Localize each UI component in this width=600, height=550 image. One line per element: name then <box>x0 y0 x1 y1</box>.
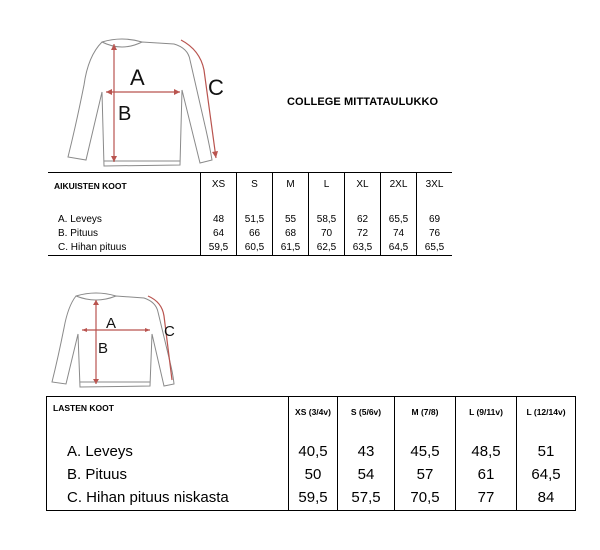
table-cell: 64,5 <box>517 463 576 486</box>
table-cell: 55 <box>273 213 309 227</box>
kids-label-b: B <box>98 340 109 357</box>
table-cell: 84 <box>517 486 576 511</box>
table-cell: 68 <box>273 227 309 241</box>
table-cell: 62 <box>345 213 381 227</box>
adult-size-table <box>48 172 452 256</box>
table-cell: 77 <box>456 486 517 511</box>
adult-size-xs: XS <box>201 173 237 214</box>
row-label: B. Pituus <box>58 228 99 239</box>
table-row <box>48 213 452 227</box>
row-label: A. Leveys <box>58 214 102 225</box>
adult-table-header: AIKUISTEN KOOT <box>54 181 127 191</box>
adult-label-c: C <box>208 75 224 100</box>
adult-size-m: M <box>273 173 309 214</box>
table-cell: 62,5 <box>309 241 345 256</box>
adult-size-3xl: 3XL <box>417 173 453 214</box>
table-cell: 48 <box>201 213 237 227</box>
kids-sweatshirt-diagram <box>40 288 200 388</box>
row-label: A. Leveys <box>67 443 133 460</box>
table-cell: 64,5 <box>381 241 417 256</box>
table-cell: 65,5 <box>417 241 453 256</box>
table-cell: 48,5 <box>456 440 517 463</box>
kids-label-a: A <box>106 315 117 332</box>
kids-size-table <box>46 396 576 511</box>
adult-label-a: A <box>130 65 145 90</box>
kids-label-c: C <box>164 323 175 340</box>
page-title: COLLEGE MITTATAULUKKO <box>287 96 439 108</box>
row-label: B. Pituus <box>67 466 128 483</box>
table-cell: 65,5 <box>381 213 417 227</box>
table-row <box>47 486 576 511</box>
table-cell: 57,5 <box>338 486 395 511</box>
table-cell: 54 <box>338 463 395 486</box>
table-cell: 76 <box>417 227 453 241</box>
row-label: C. Hihan pituus niskasta <box>67 489 229 506</box>
table-cell: 51,5 <box>237 213 273 227</box>
table-cell: 61 <box>456 463 517 486</box>
table-cell: 59,5 <box>289 486 338 511</box>
kids-size-l-12-14: L (12/14v) <box>517 397 576 441</box>
table-cell: 61,5 <box>273 241 309 256</box>
table-row <box>48 227 452 241</box>
kids-size-l-9-11: L (9/11v) <box>456 397 517 441</box>
table-cell: 45,5 <box>395 440 456 463</box>
table-row <box>47 463 576 486</box>
table-cell: 43 <box>338 440 395 463</box>
table-cell: 40,5 <box>289 440 338 463</box>
adult-size-l: L <box>309 173 345 214</box>
table-cell: 63,5 <box>345 241 381 256</box>
table-cell: 69 <box>417 213 453 227</box>
adult-size-xl: XL <box>345 173 381 214</box>
kids-header-row <box>47 397 576 441</box>
table-cell: 70,5 <box>395 486 456 511</box>
adult-sweatshirt-diagram <box>40 30 240 170</box>
table-cell: 72 <box>345 227 381 241</box>
table-cell: 74 <box>381 227 417 241</box>
adult-size-2xl: 2XL <box>381 173 417 214</box>
kids-table-header: LASTEN KOOT <box>53 403 114 413</box>
table-cell: 64 <box>201 227 237 241</box>
table-cell: 60,5 <box>237 241 273 256</box>
table-cell: 57 <box>395 463 456 486</box>
adult-header-row <box>48 173 452 214</box>
row-label: C. Hihan pituus <box>58 242 127 253</box>
kids-size-xs: XS (3/4v) <box>289 397 338 441</box>
table-cell: 51 <box>517 440 576 463</box>
adult-label-b: B <box>118 103 132 125</box>
table-row <box>48 241 452 256</box>
kids-size-s: S (5/6v) <box>338 397 395 441</box>
table-cell: 50 <box>289 463 338 486</box>
table-cell: 66 <box>237 227 273 241</box>
table-cell: 70 <box>309 227 345 241</box>
table-row <box>47 440 576 463</box>
kids-size-m: M (7/8) <box>395 397 456 441</box>
adult-size-s: S <box>237 173 273 214</box>
table-cell: 59,5 <box>201 241 237 256</box>
table-cell: 58,5 <box>309 213 345 227</box>
